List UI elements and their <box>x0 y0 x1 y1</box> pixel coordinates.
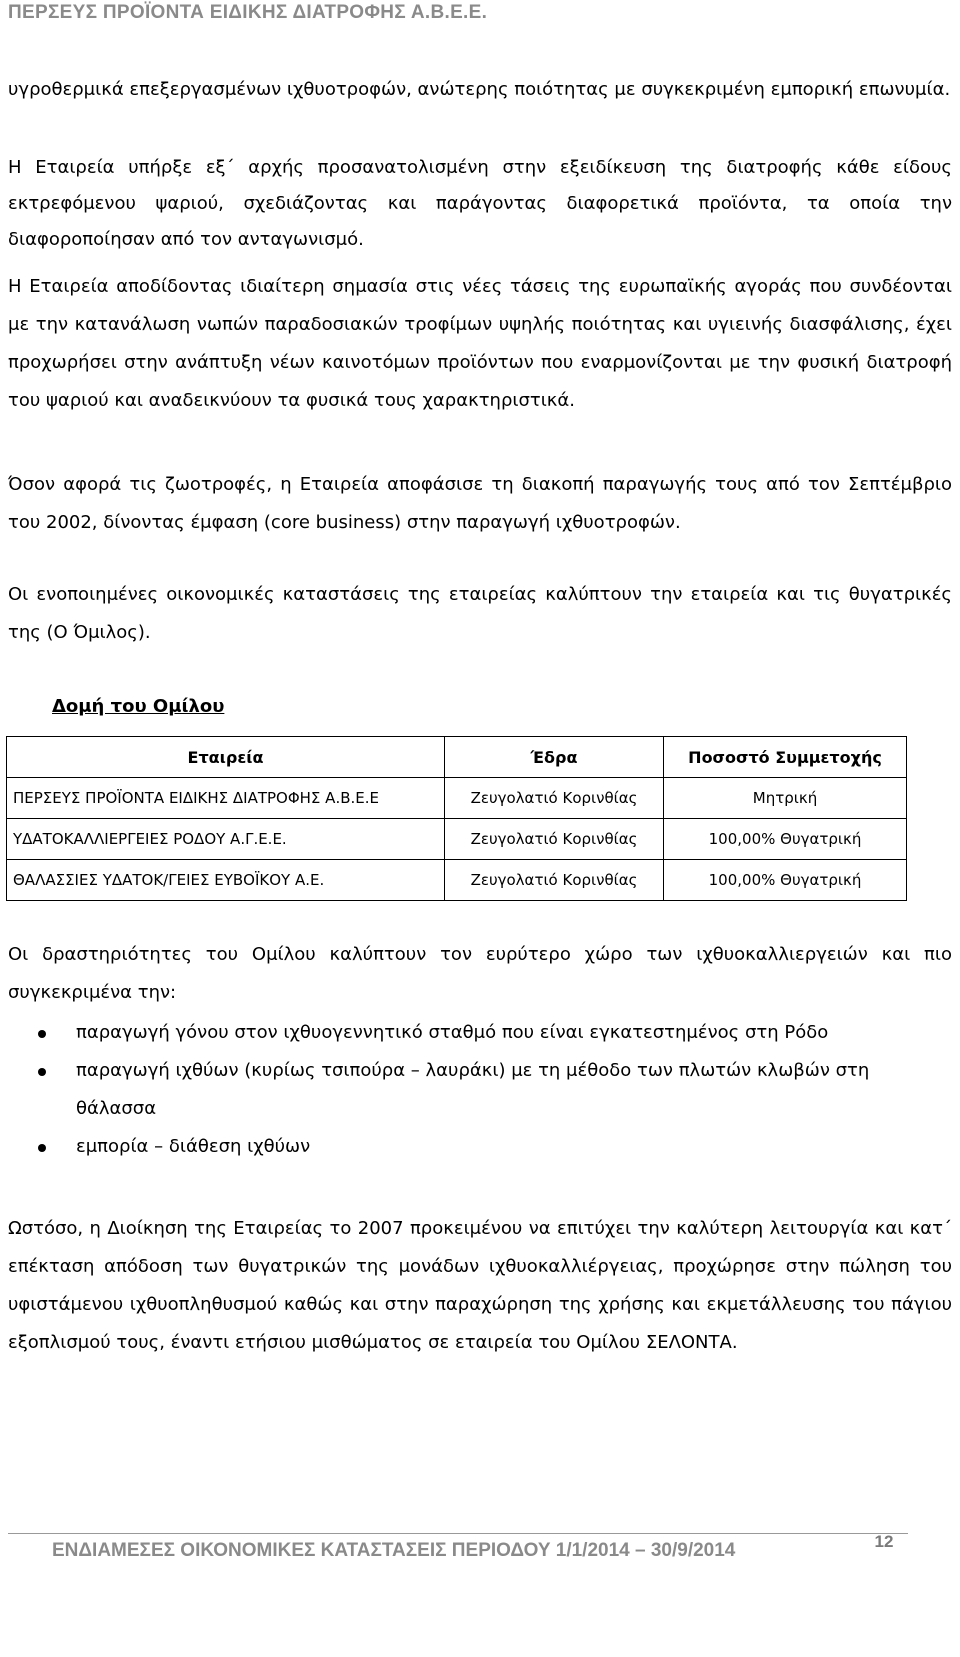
cell-seat: Ζευγολατιό Κορινθίας <box>445 819 664 860</box>
group-structure-heading: Δομή του Ομίλου <box>52 696 225 717</box>
paragraph-management-2007: Ωστόσο, η Διοίκηση της Εταιρείας το 2007 προκειμένου να επιτύχει την καλύτερη λειτουργία και κατ΄ επέκταση απόδοση των θυγατρικών της μονάδων ιχθυοκαλλιέργειας, προχώρησε στην πώληση του υφιστάμενου ιχθυοπληθυσμού καθώς και στην παραχώρηση της χρήσης και εκμετάλλευσης του πάγιου εξοπλισμού τους, έναντι ετήσιου μισθώματος σε εταιρεία του Ομίλου ΣΕΛΟΝΤΑ. <box>8 1218 952 1353</box>
list-item <box>8 1128 952 1166</box>
bullet-icon <box>38 1030 46 1038</box>
cell-company: ΠΕΡΣΕΥΣ ΠΡΟΪΟΝΤΑ ΕΙΔΙΚΗΣ ΔΙΑΤΡΟΦΗΣ Α.Β.Ε.Ε <box>7 778 445 819</box>
list-item <box>8 1014 952 1052</box>
cell-share: Μητρική <box>664 778 907 819</box>
table-header-row <box>7 737 907 778</box>
footer-divider <box>8 1533 908 1534</box>
bullet-icon <box>38 1144 46 1152</box>
running-footer: ΕΝΔΙΑΜΕΣΕΣ ΟΙΚΟΝΟΜΙΚΕΣ ΚΑΤΑΣΤΑΣΕΙΣ ΠΕΡΙΟΔΟΥ 1/1/2014 – 30/9/2014 <box>52 1540 736 1561</box>
table-row <box>7 860 907 901</box>
cell-company: ΘΑΛΑΣΣΙΕΣ ΥΔΑΤΟΚ/ΓΕΙΕΣ ΕΥΒΟΪΚΟΥ Α.Ε. <box>7 860 445 901</box>
paragraph-consolidated-statements: Οι ενοποιημένες οικονομικές καταστάσεις της εταιρείας καλύπτουν την εταιρεία και τις θυγατρικές της (Ο Όμιλος). <box>8 584 952 643</box>
cell-seat: Ζευγολατιό Κορινθίας <box>445 778 664 819</box>
list-item-text: εμπορία – διάθεση ιχθύων <box>76 1136 311 1157</box>
paragraph-animal-feed: Όσον αφορά τις ζωοτροφές, η Εταιρεία αποφάσισε τη διακοπή παραγωγής τους από τον Σεπτέμβριο του 2002, δίνοντας έμφαση (core business) στην παραγωγή ιχθυοτροφών. <box>8 474 952 533</box>
paragraph-specialization: Η Εταιρεία υπήρξε εξ΄ αρχής προσανατολισμένη στην εξειδίκευση της διατροφής κάθε είδους εκτρεφόμενου ψαριού, σχεδιάζοντας και παράγοντας διαφορετικά προϊόντα, τα οποία την διαφοροποίησαν από τον ανταγωνισμό. <box>8 157 952 250</box>
column-header-share: Ποσοστό Συμμετοχής <box>664 737 907 778</box>
list-item <box>8 1052 952 1128</box>
column-header-company: Εταιρεία <box>7 737 445 778</box>
cell-seat: Ζευγολατιό Κορινθίας <box>445 860 664 901</box>
paragraph-feed-description: υγροθερμικά επεξεργασμένων ιχθυοτροφών, ανώτερης ποιότητας με συγκεκριμένη εμπορική επωνυμία. <box>8 79 951 100</box>
list-item-text: παραγωγή γόνου στον ιχθυογεννητικό σταθμό που είναι εγκατεστημένος στη Ρόδο <box>76 1022 829 1043</box>
cell-share: 100,00% Θυγατρική <box>664 819 907 860</box>
running-header: ΠΕΡΣΕΥΣ ΠΡΟΪΟΝΤΑ ΕΙΔΙΚΗΣ ΔΙΑΤΡΟΦΗΣ Α.Β.Ε.Ε. <box>8 2 488 23</box>
page-number: 12 <box>874 1532 894 1551</box>
group-structure-table <box>6 736 907 901</box>
table-row <box>7 819 907 860</box>
paragraph-market-trends: Η Εταιρεία αποδίδοντας ιδιαίτερη σημασία στις νέες τάσεις της ευρωπαϊκής αγοράς που συνδέονται με την κατανάλωση νωπών παραδοσιακών τροφίμων υψηλής ποιότητας και υγιεινής διασφάλισης, έχει προχωρήσει στην ανάπτυξη νέων καινοτόμων προϊόντων που εναρμονίζονται με την φυσική διατροφή του ψαριού και αναδεικνύουν τα φυσικά τους χαρακτηριστικά. <box>8 276 952 411</box>
cell-company: ΥΔΑΤΟΚΑΛΛΙΕΡΓΕΙΕΣ ΡΟΔΟΥ Α.Γ.Ε.Ε. <box>7 819 445 860</box>
list-item-text: παραγωγή ιχθύων (κυρίως τσιπούρα – λαυράκι) με τη μέθοδο των πλωτών κλωβών στη θάλασσα <box>76 1060 870 1119</box>
bullet-icon <box>38 1068 46 1076</box>
cell-share: 100,00% Θυγατρική <box>664 860 907 901</box>
activities-list <box>8 1014 952 1166</box>
column-header-seat: Έδρα <box>445 737 664 778</box>
table-row <box>7 778 907 819</box>
paragraph-group-activities: Οι δραστηριότητες του Ομίλου καλύπτουν τον ευρύτερο χώρο των ιχθυοκαλλιεργειών και πιο συγκεκριμένα την: <box>8 944 952 1003</box>
